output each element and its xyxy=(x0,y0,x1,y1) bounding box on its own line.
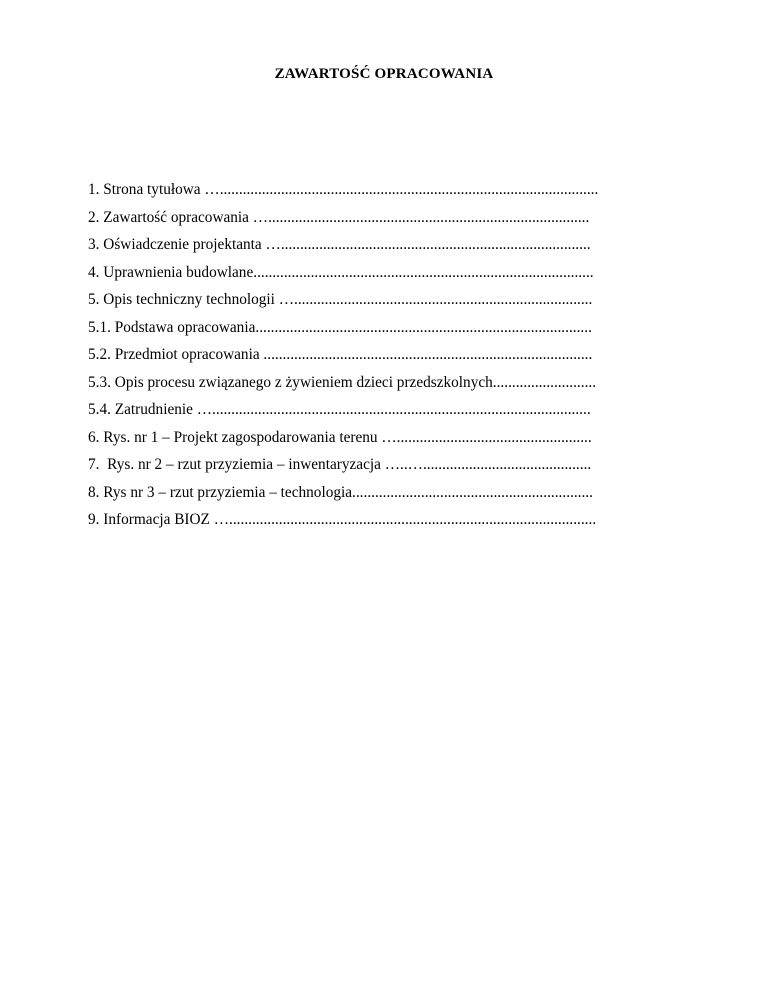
toc-entry-text: 5.3. Opis procesu związanego z żywieniem dzieci przedszkolnych........................... xyxy=(88,373,597,391)
toc-entry-text: 5. Opis techniczny technologii ….............................................................................. xyxy=(88,291,593,308)
toc-entry xyxy=(88,451,692,479)
toc-entry xyxy=(88,424,692,452)
toc-entry-text: 9. Informacja BIOZ …................................................................................................ xyxy=(88,511,597,528)
toc-entry xyxy=(88,396,692,424)
toc-entry-text: 7. Rys. nr 2 – rzut przyziemia – inwentaryzacja …..…............................................ xyxy=(88,456,592,473)
document-title: ZAWARTOŚĆ OPRACOWANIA xyxy=(274,66,494,82)
toc-entry xyxy=(88,314,692,342)
toc-entry-text: 5.1. Podstawa opracowania........................................................................................ xyxy=(88,318,592,336)
toc-entry xyxy=(88,231,692,259)
toc-entry xyxy=(88,259,692,287)
toc-entry-text: 2. Zawartość opracowania ….................................................................................... xyxy=(88,208,590,226)
toc-entry-text: 3. Oświadczenie projektanta …................................................................................. xyxy=(88,236,591,253)
toc-entry-text: 1. Strona tytułowa …................................................................................................... xyxy=(88,181,599,198)
toc-entry xyxy=(88,506,692,534)
toc-entry xyxy=(88,286,692,314)
toc-entry-text: 4. Uprawnienia budowlane......................................................................................... xyxy=(88,263,594,281)
toc-entry xyxy=(88,204,692,232)
table-of-contents xyxy=(88,176,692,534)
toc-entry xyxy=(88,341,692,369)
toc-entry-text: 5.2. Przedmiot opracowania ...................................................................................... xyxy=(88,346,593,363)
toc-entry-text: 5.4. Zatrudnienie …................................................................................................... xyxy=(88,401,591,418)
toc-entry-text: 6. Rys. nr 1 – Projekt zagospodarowania terenu …................................................... xyxy=(88,428,592,446)
toc-entry xyxy=(88,479,692,507)
toc-entry xyxy=(88,369,692,397)
toc-entry-text: 8. Rys nr 3 – rzut przyziemia – technologia............................................................... xyxy=(88,483,593,501)
toc-entry xyxy=(88,176,692,204)
